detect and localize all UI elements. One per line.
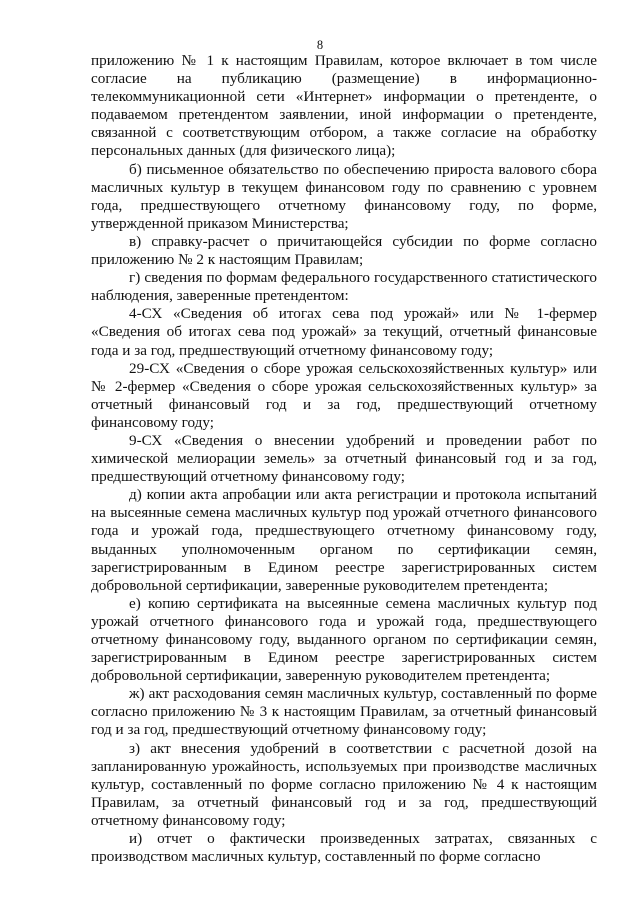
paragraph-d-approbation: д) копии акта апробации или акта регистрации и протокола испытаний на высеянные семена масличных культур под урожай отчетного финансового года и урожай года, предшествующего отчетному финансовому году, выданных уполномоченным органом по сертификации семян, зарегистрированным в Едином реестре зарегистрированных систем добровольной сертификации, заверенные руководителем претендента; [91,486,597,594]
document-body [91,52,597,866]
page-number: 8 [316,38,324,52]
paragraph-e-certificate: е) копию сертификата на высеянные семена масличных культур под урожай отчетного финансового года и урожай года, предшествующего отчетному финансовому году, выданного органом по сертификации семян, зарегистрированным в Едином реестре зарегистрированных систем добровольной сертификации, заверенную руководителем претендента; [91,594,597,685]
paragraph-zh-seed-act: ж) акт расходования семян масличных культур, составленный по форме согласно приложению № 3 к настоящим Правилам, за отчетный финансовый год и за год, предшествующий отчетному финансовому году; [91,685,597,739]
paragraph-form-9sh: 9-СХ «Сведения о внесении удобрений и проведении работ по химической мелиорации земель» за отчетный финансовый год и за год, предшествующий отчетному финансовому году; [91,431,597,486]
paragraph-form-29sh: 29-СХ «Сведения о сборе урожая сельскохозяйственных культур» или № 2-фермер «Сведения о сборе урожая сельскохозяйственных культур» за отчетный финансовый год и за год, предшествующий отчетному финансовому году; [91,359,597,431]
paragraph-z-fertilizer-act: з) акт внесения удобрений в соответствии с расчетной дозой на запланированную урожайность, используемых при производстве масличных культур, составленный по форме согласно приложению № 4 к настоящим Правилам, за отчетный финансовый год и за год, предшествующий отчетному финансовому году; [91,739,597,829]
paragraph-i-expense-report: и) отчет о фактически произведенных затратах, связанных с производством масличных культур, составленный по форме согласно [91,830,597,866]
paragraph-v-calculation: в) справку-расчет о причитающейся субсидии по форме согласно приложению № 2 к настоящим Правилам; [91,232,597,269]
paragraph-1-continuation: приложению № 1 к настоящим Правилам, которое включает в том числе согласие на публикацию (размещение) в информационно-телекоммуникационной сети «Интернет» информации о претенденте, о подаваемом претендентом заявлении, иной информации о претенденте, связанной с соответствующим отбором, а также согласие на обработку персональных данных (для физического лица); [91,52,597,160]
paragraph-b-obligation: б) письменное обязательство по обеспечению прироста валового сбора масличных культур в текущем финансовом году по сравнению с уровнем года, предшествующего отчетному финансовому году, по форме, утвержденной приказом Министерства; [91,160,597,232]
paragraph-g-statistics: г) сведения по формам федерального государственного статистического наблюдения, заверенные претендентом: [91,269,597,305]
paragraph-form-4sh: 4-СХ «Сведения об итогах сева под урожай» или № 1-фермер «Сведения об итогах сева под урожай» за текущий, отчетный финансовые года и за год, предшествующий отчетному финансовому году; [91,305,597,359]
